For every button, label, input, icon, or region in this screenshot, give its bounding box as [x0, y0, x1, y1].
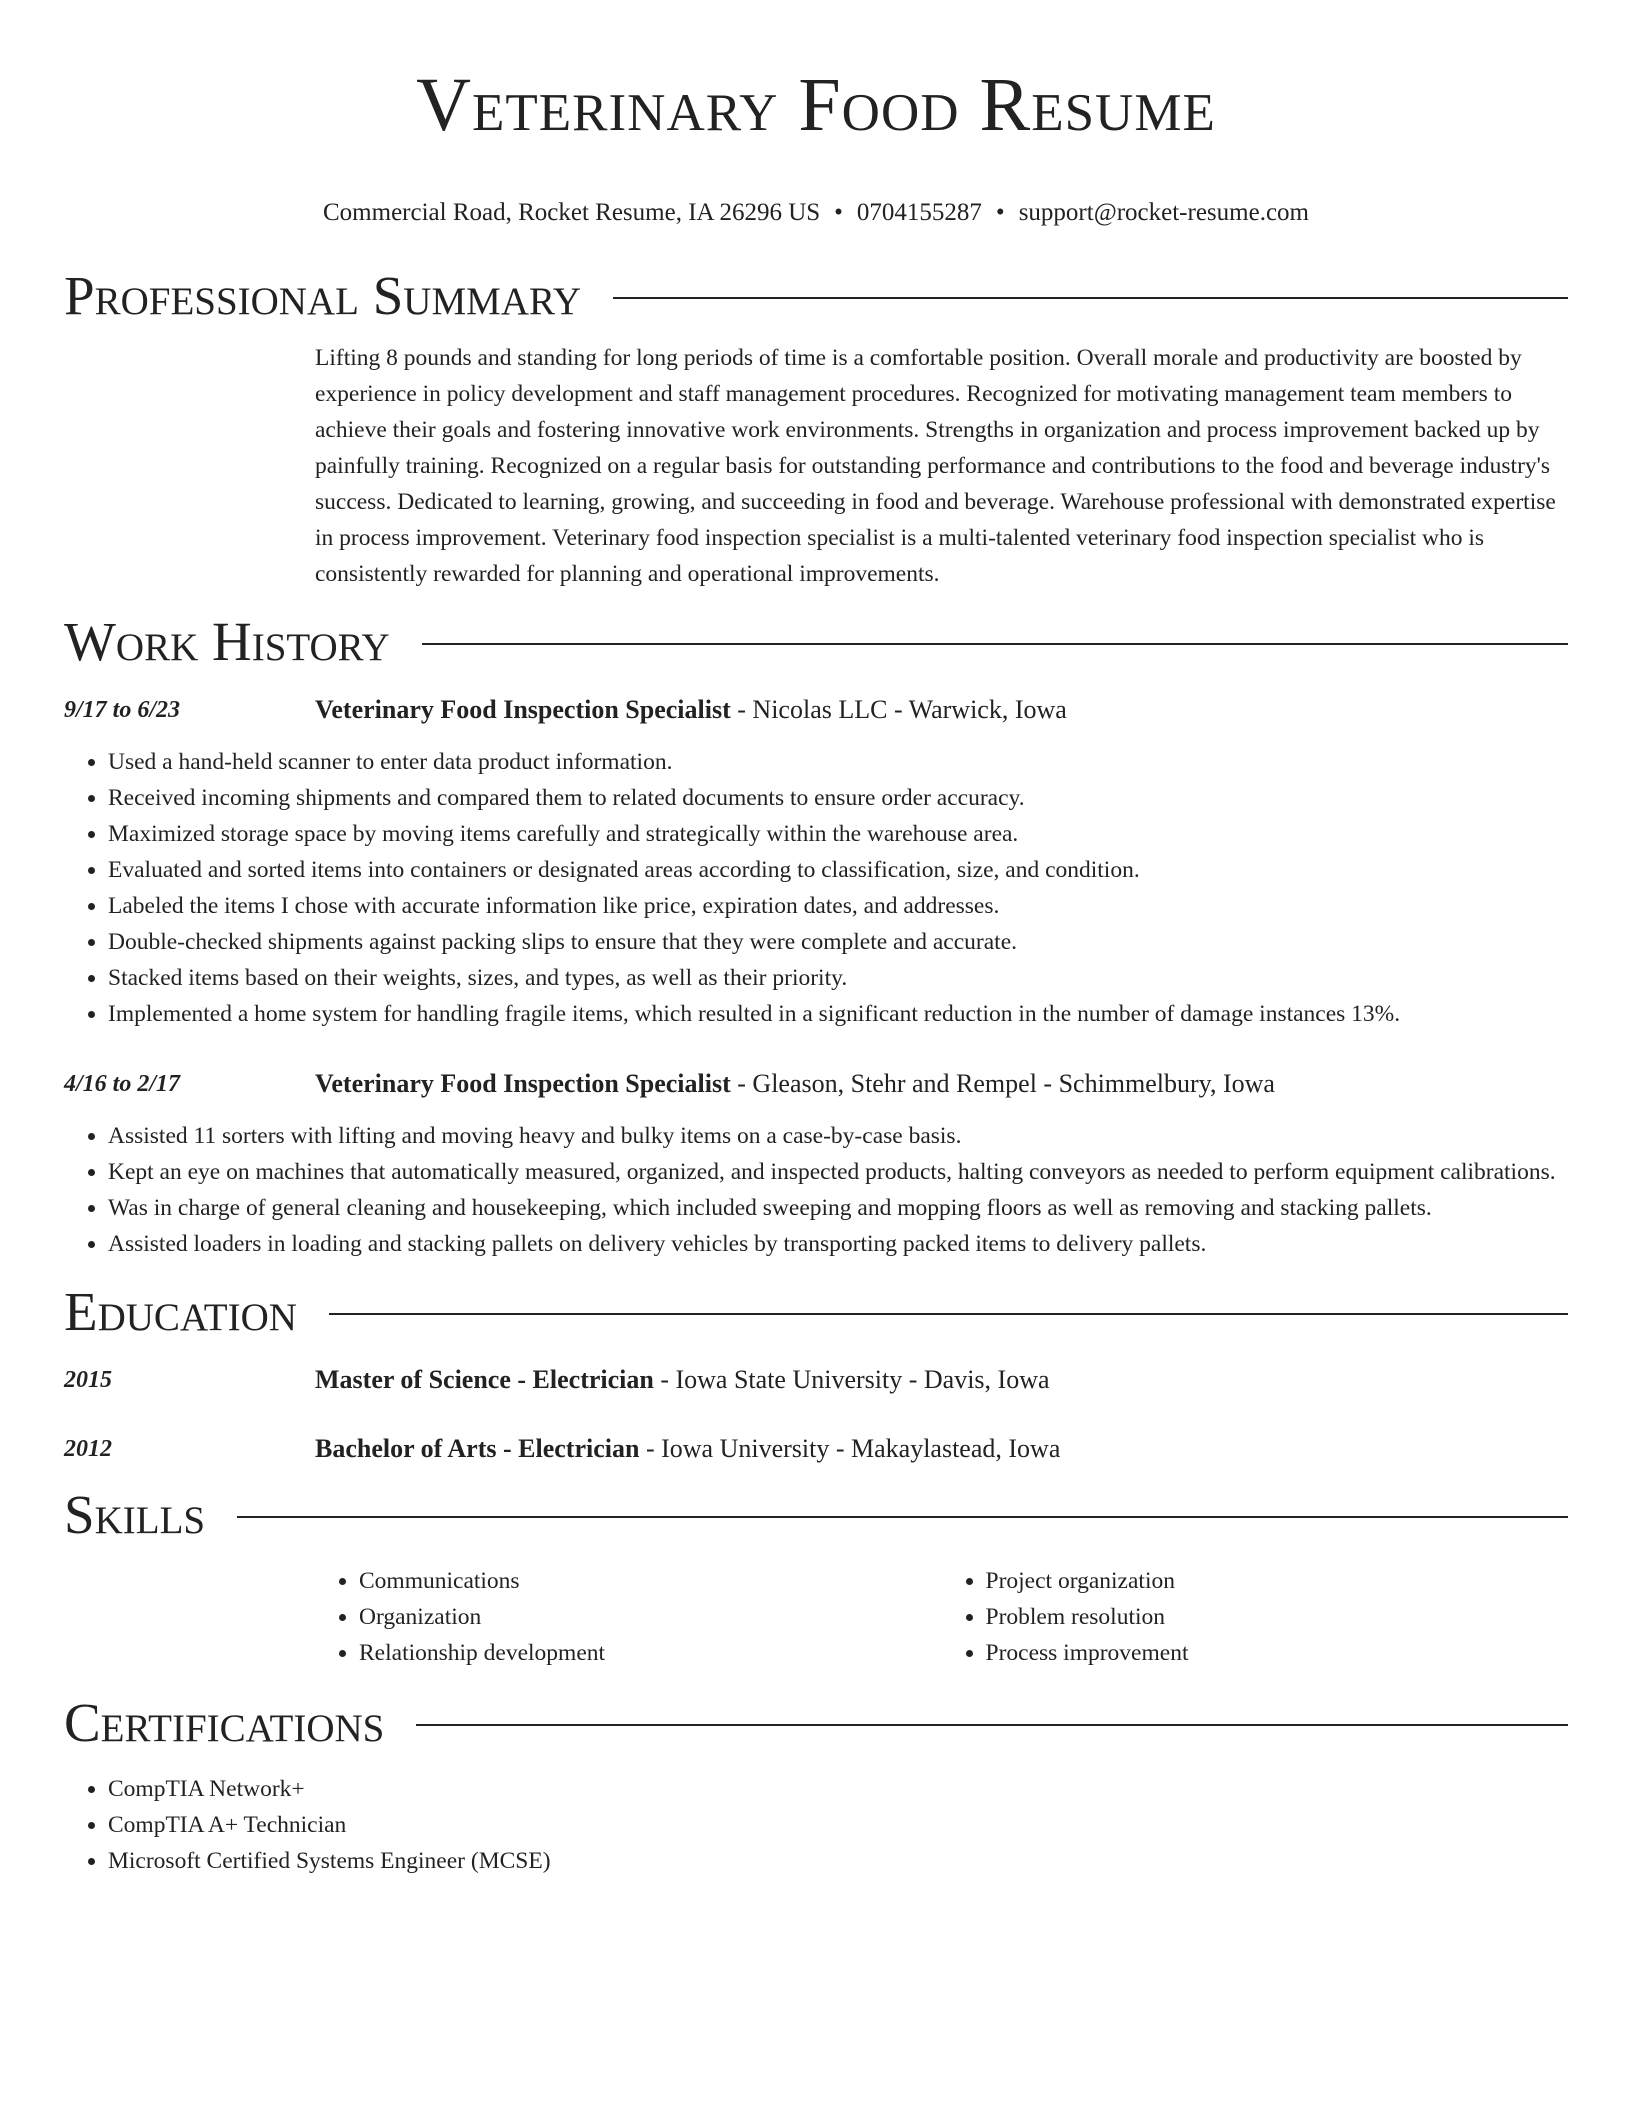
list-item: • Used a hand-held scanner to enter data product information.	[108, 744, 1568, 780]
job-bullets	[64, 1118, 1568, 1262]
list-item: • Maximized storage space by moving items carefully and strategically within the warehouse area.	[108, 816, 1568, 852]
list-item: • Received incoming shipments and compared them to related documents to ensure order accuracy.	[108, 780, 1568, 816]
list-item: • CompTIA A+ Technician	[108, 1807, 1568, 1843]
job-bullets	[64, 744, 1568, 1032]
job-employer: - Gleason, Stehr and Rempel - Schimmelbury, Iowa	[730, 1069, 1275, 1098]
list-item: • Communications	[359, 1563, 942, 1599]
section-divider	[422, 643, 1568, 645]
summary-section-header	[64, 264, 1568, 328]
section-title-work: Work History	[64, 611, 390, 672]
education-entry	[64, 1362, 1568, 1398]
contact-phone: 0704155287	[856, 199, 982, 226]
list-item: • Process improvement	[986, 1635, 1569, 1671]
education-year: 2015	[64, 1367, 112, 1393]
education-heading	[315, 1362, 1050, 1398]
contact-separator: •	[995, 199, 1005, 226]
contact-separator: •	[834, 199, 843, 226]
list-item: • Assisted 11 sorters with lifting and moving heavy and bulky items on a case-by-case basis.	[108, 1118, 1568, 1154]
section-divider	[613, 297, 1568, 299]
education-school: - Iowa University - Makaylastead, Iowa	[639, 1434, 1061, 1463]
section-title-summary: Professional Summary	[64, 265, 582, 326]
education-degree: Bachelor of Arts - Electrician	[315, 1434, 640, 1463]
education-heading	[315, 1431, 1060, 1467]
job-dates: 9/17 to 6/23	[64, 697, 181, 723]
contact-line	[64, 198, 1568, 228]
job-heading	[315, 1066, 1275, 1102]
certifications-list	[64, 1771, 1568, 1879]
list-item: • Stacked items based on their weights, sizes, and types, as well as their priority.	[108, 960, 1568, 996]
skills-list-left	[315, 1563, 942, 1671]
skills-grid	[315, 1563, 1568, 1671]
job-role: Veterinary Food Inspection Specialist	[315, 1069, 731, 1098]
list-item: • Double-checked shipments against packing slips to ensure that they were complete and accurate.	[108, 924, 1568, 960]
summary-text: Lifting 8 pounds and standing for long periods of time is a comfortable position. Overall morale and productivity are boosted by experience in policy development and staff management procedures. Recognized for motivating management team members to achieve their goals and fostering innovative work environments. Strengths in organization and process improvement backed up by painfully training. Recognized on a regular basis for outstanding performance and contributions to the food and beverage industry's success. Dedicated to learning, growing, and succeeding in food and beverage. Warehouse professional with demonstrated expertise in process improvement. Veterinary food inspection specialist is a multi-talented veterinary food inspection specialist who is consistently rewarded for planning and operational improvements.	[315, 345, 1556, 587]
section-title-skills: Skills	[64, 1484, 206, 1545]
education-entry	[64, 1431, 1568, 1467]
list-item: • Evaluated and sorted items into containers or designated areas according to classification, size, and condition.	[108, 852, 1568, 888]
work-section-header	[64, 610, 1568, 674]
job-employer: - Nicolas LLC - Warwick, Iowa	[730, 695, 1067, 724]
education-degree: Master of Science - Electrician	[315, 1365, 654, 1394]
list-item: • Kept an eye on machines that automatically measured, organized, and inspected products, halting conveyors as needed to perform equipment calibrations.	[108, 1154, 1568, 1190]
skills-list-right	[942, 1563, 1569, 1671]
section-title-certifications: Certifications	[64, 1692, 385, 1753]
section-divider	[237, 1516, 1568, 1518]
list-item: • CompTIA Network+	[108, 1771, 1568, 1807]
certifications-section-header	[64, 1691, 1568, 1755]
section-title-education: Education	[64, 1281, 297, 1342]
education-section-header	[64, 1280, 1568, 1344]
contact-address: Commercial Road, Rocket Resume, IA 26296 US	[323, 199, 821, 226]
section-divider	[329, 1313, 1568, 1315]
job-heading	[315, 692, 1067, 728]
list-item: • Microsoft Certified Systems Engineer (MCSE)	[108, 1843, 1568, 1879]
list-item: • Implemented a home system for handling fragile items, which resulted in a significant reduction in the number of damage instances 13%.	[108, 996, 1568, 1032]
contact-email: support@rocket-resume.com	[1018, 199, 1309, 226]
list-item: • Assisted loaders in loading and stacking pallets on delivery vehicles by transporting packed items to delivery pallets.	[108, 1226, 1568, 1262]
job-role: Veterinary Food Inspection Specialist	[315, 695, 731, 724]
job-dates: 4/16 to 2/17	[64, 1071, 181, 1097]
list-item: • Problem resolution	[986, 1599, 1569, 1635]
resume-title: Veterinary Food Resume	[416, 63, 1216, 147]
skills-section-header	[64, 1483, 1568, 1547]
list-item: • Organization	[359, 1599, 942, 1635]
education-year: 2012	[64, 1436, 112, 1462]
education-school: - Iowa State University - Davis, Iowa	[653, 1365, 1050, 1394]
list-item: • Labeled the items I chose with accurate information like price, expiration dates, and addresses.	[108, 888, 1568, 924]
list-item: • Was in charge of general cleaning and housekeeping, which included sweeping and mopping floors as well as removing and stacking pallets.	[108, 1190, 1568, 1226]
job-entry	[64, 1066, 1568, 1262]
list-item: • Project organization	[986, 1563, 1569, 1599]
job-entry	[64, 692, 1568, 1032]
list-item: • Relationship development	[359, 1635, 942, 1671]
section-divider	[416, 1724, 1568, 1726]
